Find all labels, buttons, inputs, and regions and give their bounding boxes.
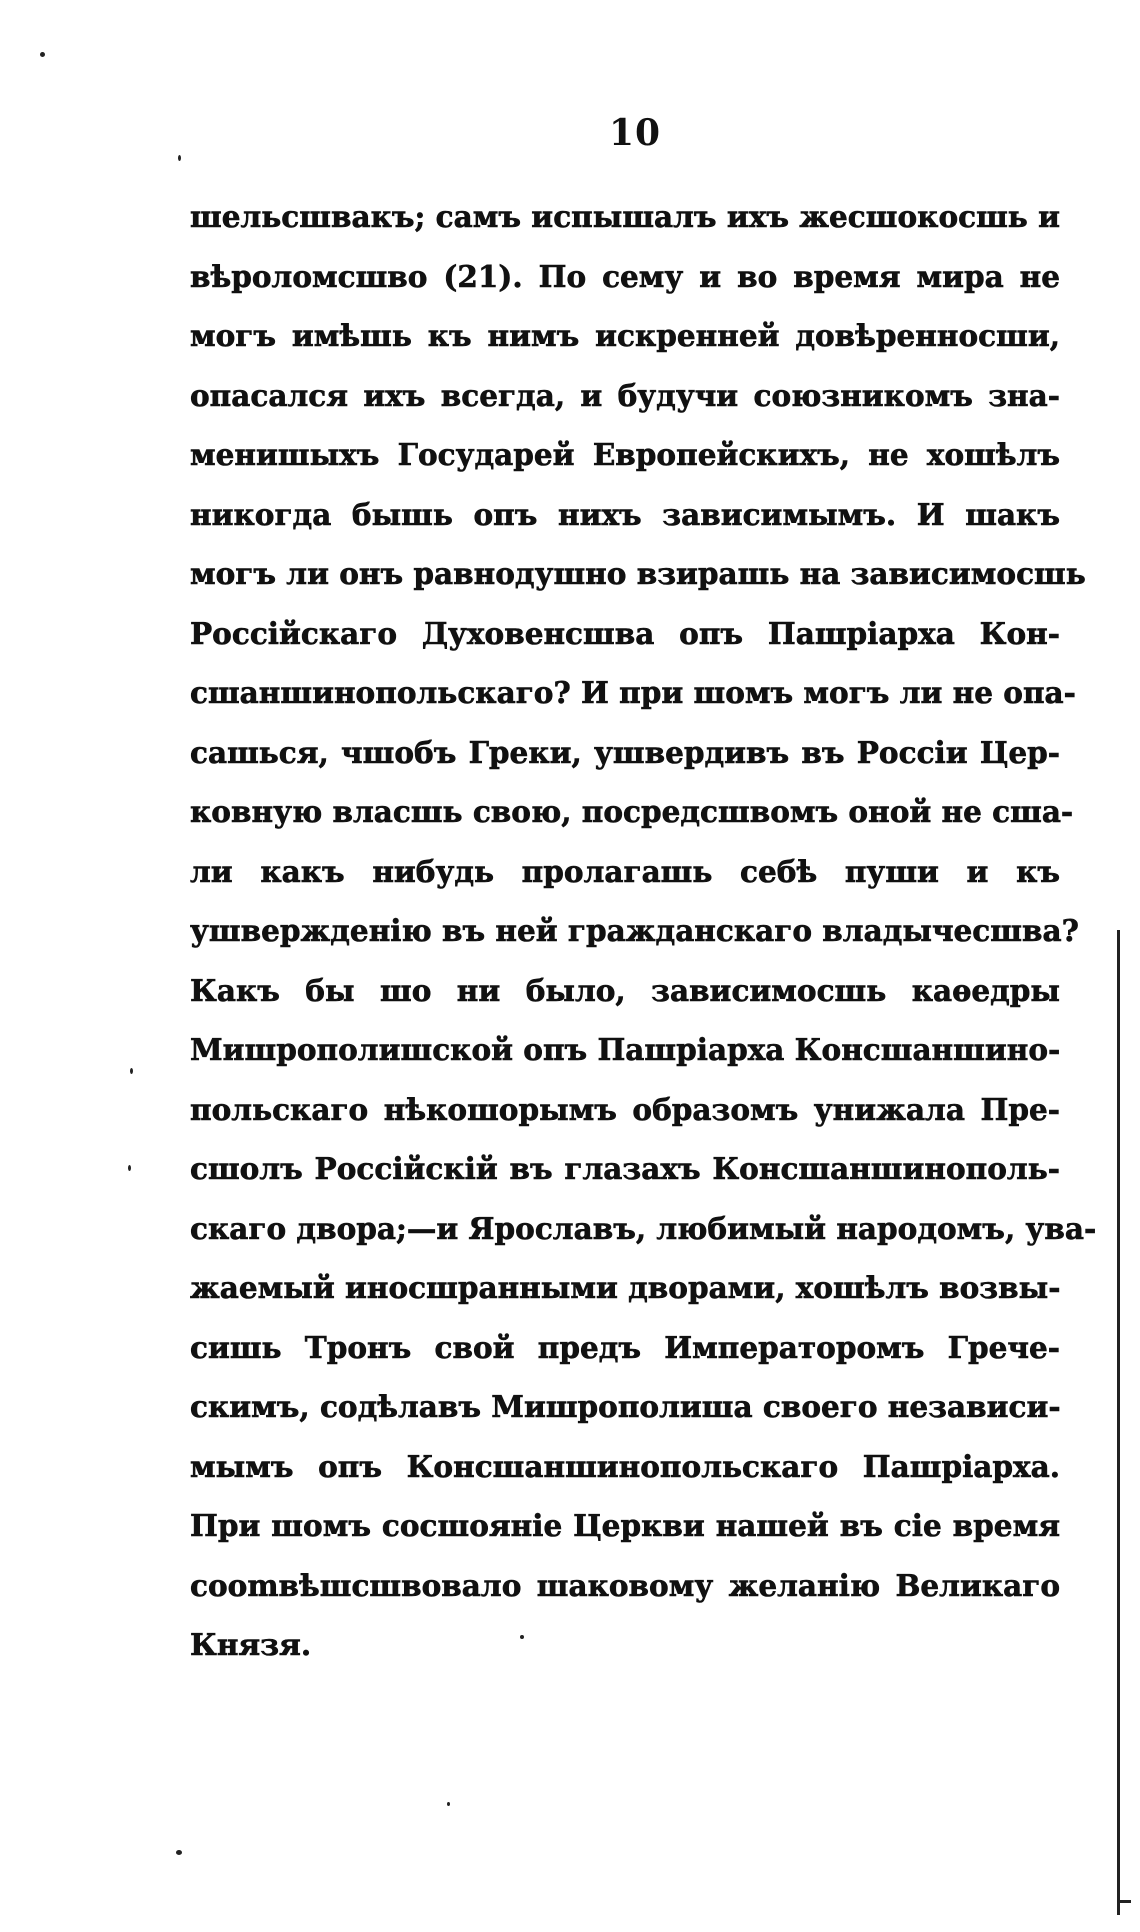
text-line: Россійскаго Духовенсшва опъ Пашріарха Кон- xyxy=(190,615,1060,651)
text-line: могъ ли онъ равнодушно взирашь на зависимосшь xyxy=(190,556,1086,591)
text-line: скаго двора;—и Ярославъ, любимый народомъ, ува- xyxy=(190,1210,1097,1246)
page-edge-rule xyxy=(1117,930,1120,1915)
ink-speck xyxy=(130,1068,133,1074)
ink-speck xyxy=(40,52,45,57)
text-line: могъ имѣшь къ нимъ искренней довѣренносши, xyxy=(190,318,1060,353)
text-line: Князя. xyxy=(190,1627,312,1662)
ink-speck xyxy=(178,155,181,161)
text-line: При шомъ сосшояніе Церкви нашей въ сіе время xyxy=(190,1508,1060,1543)
text-line: Какъ бы шо ни было, зависимосшь каѳедры xyxy=(190,972,1060,1008)
text-line: менишыхъ Государей Европейскихъ, не хошѣлъ xyxy=(190,437,1060,472)
text-line: вѣроломсшво (21). По сему и во время мира не xyxy=(190,258,1060,294)
text-line: шельсшвакъ; самъ испышалъ ихъ жесшокосшь и xyxy=(190,199,1060,234)
text-line: никогда бышь опъ нихъ зависимымъ. И шакъ xyxy=(190,496,1060,532)
text-line: сашься, чшобъ Греки, ушвердивъ въ Россіи Цер- xyxy=(190,734,1060,770)
text-line: скимъ, содѣлавъ Мишрополиша своего независи- xyxy=(190,1389,1061,1424)
ink-speck xyxy=(520,1635,524,1639)
text-line: ли какъ нибудь пролагашь себѣ пуши и къ xyxy=(190,853,1060,889)
text-line: ушвержденію въ ней гражданскаго владычесшва? xyxy=(190,913,1079,948)
page-edge-rule-foot xyxy=(1117,1900,1131,1903)
text-line: жаемый иносшранными дворами, хошѣлъ возвы- xyxy=(190,1270,1061,1305)
text-line: сишь Тронъ свой предъ Императоромъ Грече- xyxy=(190,1329,1060,1365)
ink-speck xyxy=(447,1802,450,1806)
ink-speck xyxy=(176,1850,182,1855)
text-line: польскаго нѣкошорымъ образомъ унижала Пре- xyxy=(190,1091,1060,1127)
text-line: сооmвѣшсшвовало шаковому желанію Великаго xyxy=(190,1567,1060,1603)
body-text xyxy=(190,187,1097,1675)
text-line: ковную власшь свою, посредсшвомъ оной не сша- xyxy=(190,794,1074,829)
text-line: Мишрополишской опъ Пашріарха Консшаншино- xyxy=(190,1032,1061,1067)
text-line: сшолъ Россійскій въ глазахъ Консшаншинополь- xyxy=(190,1151,1060,1186)
text-line: мымъ опъ Консшаншинопольскаго Пашріарха. xyxy=(190,1448,1060,1484)
ink-speck xyxy=(128,1165,131,1171)
text-line: опасался ихъ всегда, и будучи союзникомъ зна- xyxy=(190,377,1060,413)
text-line: сшаншинопольскаго? И при шомъ могъ ли не опа- xyxy=(190,675,1076,710)
page-number: 10 xyxy=(608,112,662,154)
